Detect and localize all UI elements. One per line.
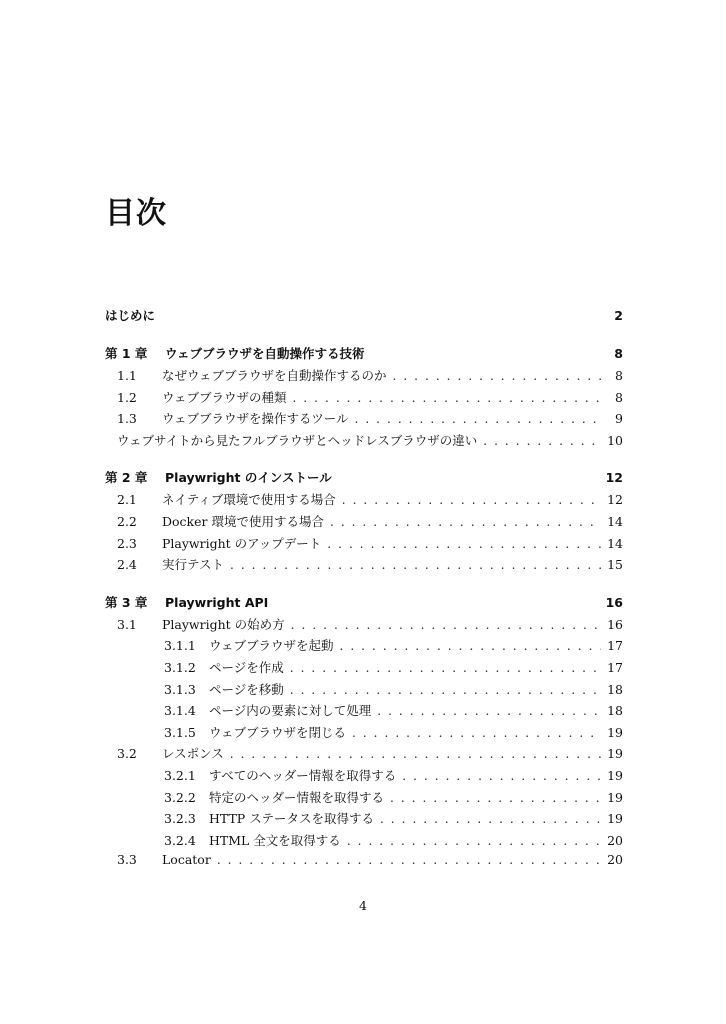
entry-page: 18: [607, 703, 623, 719]
entry-title: ページを作成: [209, 659, 284, 675]
entry-title: ページ内の要素に対して処理: [209, 703, 372, 719]
entry-page: 9: [615, 411, 623, 427]
entry-page: 17: [607, 638, 623, 654]
chapter-page: 16: [605, 594, 623, 610]
entry-page: 20: [607, 852, 623, 868]
dot-leader: [342, 493, 601, 507]
entry-title: HTML 全文を取得する: [209, 832, 341, 848]
entry-page: 8: [615, 368, 623, 383]
dot-leader: [347, 834, 601, 848]
entry-number: 3.2.4: [164, 832, 196, 848]
entry-number: 3.3: [117, 852, 137, 868]
chapter-title: Playwright のインストール: [165, 470, 332, 486]
toc-entry-1-1[interactable]: [105, 366, 623, 388]
toc-entry-1-column[interactable]: [105, 431, 623, 453]
entry-page: 8: [615, 389, 623, 405]
entry-title: ウェブブラウザを閉じる: [209, 724, 347, 740]
entry-title: 実行テスト: [162, 557, 225, 573]
toc-entry-1-2[interactable]: [105, 388, 623, 410]
entry-number: 3.1.2: [164, 659, 196, 675]
dot-leader: [355, 412, 601, 426]
table-of-contents: [105, 306, 623, 874]
entry-page: 19: [607, 767, 623, 783]
entry-number: 2.4: [117, 557, 137, 573]
dot-leader: [390, 791, 601, 805]
chapter-label: 第 2 章: [105, 470, 148, 486]
dot-leader: [377, 704, 601, 718]
entry-title: ウェブブラウザの種類: [162, 389, 287, 405]
chapter-title: ウェブブラウザを自動操作する技術: [165, 346, 365, 361]
entry-title: ページを移動: [209, 681, 284, 697]
entry-page: 19: [607, 811, 623, 827]
toc-intro-title: はじめに: [105, 308, 156, 323]
chapter-title: Playwright API: [165, 594, 269, 610]
toc-entry-3-1-2[interactable]: [105, 658, 623, 680]
dot-leader: [230, 747, 601, 761]
entry-title: Docker 環境で使用する場合: [162, 513, 324, 529]
chapter-page: 12: [605, 470, 623, 486]
dot-leader: [230, 558, 601, 572]
entry-number: 3.2: [117, 746, 137, 762]
page-number: 4: [359, 898, 367, 913]
entry-title: 特定のヘッダー情報を取得する: [209, 789, 385, 805]
entry-title: なぜウェブブラウザを自動操作するのか: [162, 368, 387, 383]
entry-title: ウェブブラウザを起動: [209, 638, 334, 654]
toc-entry-3-2-1[interactable]: [105, 766, 623, 788]
entry-number: 3.1: [117, 616, 137, 632]
entry-page: 20: [607, 832, 623, 848]
toc-intro[interactable]: [105, 306, 623, 328]
toc-entry-3-2[interactable]: [105, 744, 623, 766]
toc-entry-2-3[interactable]: [105, 534, 623, 556]
entry-title: ウェブサイトから見たフルブラウザとヘッドレスブラウザの違い: [117, 432, 478, 448]
entry-number: 2.2: [117, 513, 137, 529]
dot-leader: [340, 639, 601, 653]
entry-page: 16: [607, 616, 623, 632]
entry-page: 18: [607, 681, 623, 697]
entry-title: レスポンス: [162, 746, 224, 762]
dot-leader: [217, 853, 601, 867]
dot-leader: [291, 618, 601, 632]
toc-entry-3-1-1[interactable]: [105, 636, 623, 658]
entry-title: Locator: [162, 852, 211, 868]
entry-number: 3.1.4: [164, 703, 196, 719]
entry-page: 14: [607, 535, 623, 551]
entry-page: 19: [607, 724, 623, 740]
dot-leader: [393, 369, 601, 383]
toc-entry-3-1[interactable]: [105, 615, 623, 637]
dot-leader: [380, 812, 601, 826]
dot-leader: [327, 537, 601, 551]
toc-chapter-3[interactable]: [105, 593, 623, 615]
entry-number: 2.1: [117, 492, 137, 508]
dot-leader: [290, 661, 601, 675]
dot-leader: [290, 683, 601, 697]
entry-title: ネイティブ環境で使用する場合: [162, 492, 336, 508]
entry-number: 3.1.5: [164, 724, 196, 740]
entry-page: 19: [607, 789, 623, 805]
dot-leader: [293, 391, 601, 405]
toc-entry-3-2-2[interactable]: [105, 788, 623, 810]
entry-page: 12: [607, 492, 623, 508]
toc-entry-2-1[interactable]: [105, 490, 623, 512]
dot-leader: [483, 434, 601, 448]
entry-number: 1.1: [117, 368, 137, 383]
entry-number: 3.1.1: [164, 638, 196, 654]
dot-leader: [402, 769, 601, 783]
toc-entry-2-2[interactable]: [105, 512, 623, 534]
entry-title: すべてのヘッダー情報を取得する: [209, 767, 397, 783]
entry-page: 19: [607, 746, 623, 762]
toc-entry-1-3[interactable]: [105, 409, 623, 431]
toc-entry-3-1-4[interactable]: [105, 701, 623, 723]
entry-title: HTTP ステータスを取得する: [209, 811, 374, 827]
dot-leader: [352, 726, 601, 740]
entry-page: 14: [607, 513, 623, 529]
entry-page: 17: [607, 659, 623, 675]
toc-entry-3-1-5[interactable]: [105, 723, 623, 745]
entry-number: 1.3: [117, 411, 137, 427]
toc-entry-3-2-4[interactable]: [105, 831, 623, 853]
dot-leader: [330, 515, 601, 529]
toc-entry-2-4[interactable]: [105, 555, 623, 577]
entry-page: 10: [607, 432, 623, 448]
entry-number: 3.2.2: [164, 789, 196, 805]
toc-entry-3-1-3[interactable]: [105, 680, 623, 702]
entry-number: 3.2.1: [164, 767, 196, 783]
entry-number: 3.1.3: [164, 681, 196, 697]
entry-title: Playwright の始め方: [162, 616, 285, 632]
entry-title: Playwright のアップデート: [162, 535, 322, 551]
chapter-label: 第 1 章: [105, 346, 148, 361]
toc-intro-page: 2: [614, 308, 623, 323]
entry-page: 15: [607, 557, 623, 573]
entry-number: 1.2: [117, 389, 137, 405]
page-title: 目次: [105, 196, 167, 231]
toc-entry-3-3[interactable]: [105, 852, 623, 874]
toc-entry-3-2-3[interactable]: [105, 809, 623, 831]
chapter-page: 8: [614, 346, 623, 361]
chapter-label: 第 3 章: [105, 594, 148, 610]
toc-chapter-2[interactable]: [105, 468, 623, 490]
entry-title: ウェブブラウザを操作するツール: [162, 411, 349, 427]
toc-chapter-1[interactable]: [105, 344, 623, 366]
entry-number: 2.3: [117, 535, 137, 551]
entry-number: 3.2.3: [164, 811, 196, 827]
